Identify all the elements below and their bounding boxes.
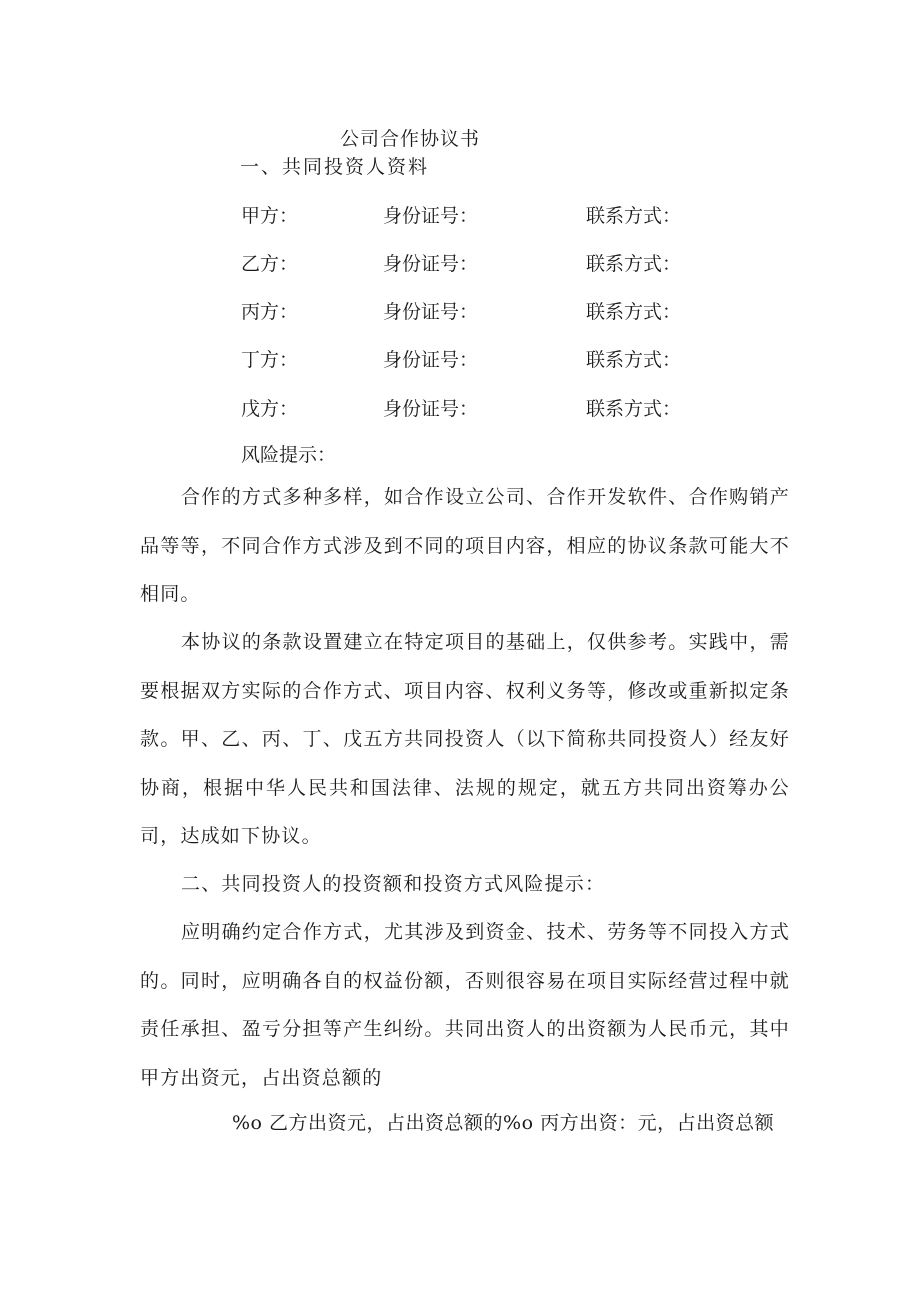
contact-label: 联系方式：	[586, 253, 682, 275]
party-row	[0, 345, 920, 375]
paragraph-agreement-basis: 本协议的条款设置建立在特定项目的基础上，仅供参考。实践中，需要根据双方实际的合作方式、项目内容、权利义务等，修改或重新拟定条款。甲、乙、丙、丁、戊五方共同投资人（以下简称共同投资人）经友好协商，根据中华人民共和国法律、法规的规定，就五方共同出资筹办公司，达成如下协议。	[140, 631, 790, 847]
party-name: 乙方：	[241, 253, 299, 275]
id-number-label: 身份证号：	[383, 301, 479, 323]
paragraph-cooperation-methods: 合作的方式多种多样，如合作设立公司、合作开发软件、合作购销产品等等，不同合作方式涉及到不同的项目内容，相应的协议条款可能大不相同。	[140, 486, 790, 605]
party-row	[0, 394, 920, 424]
party-row	[0, 297, 920, 327]
party-name: 丁方：	[241, 349, 299, 371]
contact-label: 联系方式：	[586, 349, 682, 371]
party-name: 戊方：	[241, 398, 299, 420]
id-number-label: 身份证号：	[383, 205, 479, 227]
contact-label: 联系方式：	[586, 301, 682, 323]
risk-notice-label: 风险提示：	[241, 444, 337, 466]
id-number-label: 身份证号：	[383, 253, 479, 275]
id-number-label: 身份证号：	[383, 398, 479, 420]
paragraph-investment-terms: 应明确约定合作方式，尤其涉及到资金、技术、劳务等不同投入方式的。同时，应明确各自的权益份额，否则很容易在项目实际经营过程中就责任承担、盈亏分担等产生纠纷。共同出资人的出资额为人民币元，其中甲方出资元，占出资总额的	[140, 921, 790, 1089]
party-row	[0, 201, 920, 231]
document-title: 公司合作协议书	[340, 128, 481, 150]
id-number-label: 身份证号：	[383, 349, 479, 371]
contact-label: 联系方式：	[586, 398, 682, 420]
party-row	[0, 249, 920, 279]
party-name: 丙方：	[241, 301, 299, 323]
party-name: 甲方：	[241, 205, 299, 227]
section-heading-investors: 一、共同投资人资料	[240, 156, 430, 178]
investment-share-line: %o 乙方出资元，占出资总额的%o 丙方出资：元，占出资总额	[232, 1112, 775, 1134]
contact-label: 联系方式：	[586, 205, 682, 227]
section-heading-investment: 二、共同投资人的投资额和投资方式风险提示：	[181, 873, 606, 895]
